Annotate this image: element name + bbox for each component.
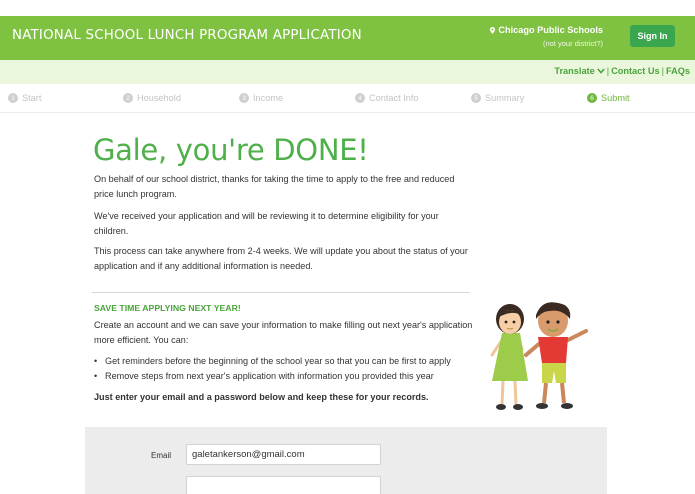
change-district-link[interactable]: (not your district?) [542,39,603,48]
link-separator: | [606,66,610,76]
list-item: • Get reminders before the beginning of the school year so that you can be first to apply [94,354,474,369]
top-band [0,0,695,16]
girl-figure [492,304,528,410]
utility-links [554,66,690,76]
sign-in-button[interactable]: Sign In [630,25,675,47]
step-income [239,93,283,103]
password-field[interactable] [186,476,381,494]
step-number: 1 [8,93,18,103]
contact-us-link[interactable]: Contact Us [611,66,660,76]
district-name-row [490,25,603,35]
step-number: 6 [587,93,597,103]
step-summary [471,93,524,103]
page-title: Gale, you're DONE! [93,133,369,167]
step-number: 3 [239,93,249,103]
step-label: Submit [601,93,630,103]
step-label: Income [253,93,284,103]
step-number: 2 [123,93,133,103]
step-label: Summary [485,93,525,103]
list-item: • Remove steps from next year's application with information you provided this year [94,369,474,384]
account-paragraph: Create an account and we can save your information to make filling out next year's application more efficient. You can: [94,320,473,345]
district-selector[interactable] [490,25,603,48]
step-contact-info [355,93,419,103]
translate-label: Translate [554,66,595,76]
step-start [8,93,41,103]
timeline-paragraph: This process can take anywhere from 2-4 weeks. We will update you about the status of your application and if any additional information is needed. [94,246,468,271]
children-illustration [482,297,594,413]
step-label: Start [22,93,42,103]
utility-bar [0,60,695,84]
instructions-text: Just enter your email and a password below and keep these for your records. [94,392,429,402]
app-title: NATIONAL SCHOOL LUNCH PROGRAM APPLICATION [12,28,362,43]
boy-figure [526,302,586,409]
app-header [0,16,695,60]
step-label: Household [137,93,181,103]
save-time-heading: SAVE TIME APPLYING NEXT YEAR! [94,303,241,313]
section-divider [92,292,470,293]
email-field[interactable] [186,444,381,465]
email-label: Email [151,451,172,460]
received-paragraph: We've received your application and will be reviewing it to determine eligibility for your children. [94,211,439,236]
step-number: 5 [471,93,481,103]
step-number: 4 [355,93,365,103]
step-label: Contact Info [369,93,419,103]
translate-link[interactable] [554,66,604,76]
district-name: Chicago Public Schools [498,25,603,35]
benefits-list [94,354,474,384]
step-submit [587,93,630,103]
faqs-link[interactable]: FAQs [666,66,690,76]
link-separator: | [661,66,664,76]
chevron-down-icon [597,68,605,74]
step-household [123,93,181,103]
map-pin-icon [490,27,495,34]
thanks-paragraph: On behalf of our school district, thanks for taking the time to apply to the free and reduced price lunch program. [94,174,455,199]
progress-steps [0,85,695,113]
